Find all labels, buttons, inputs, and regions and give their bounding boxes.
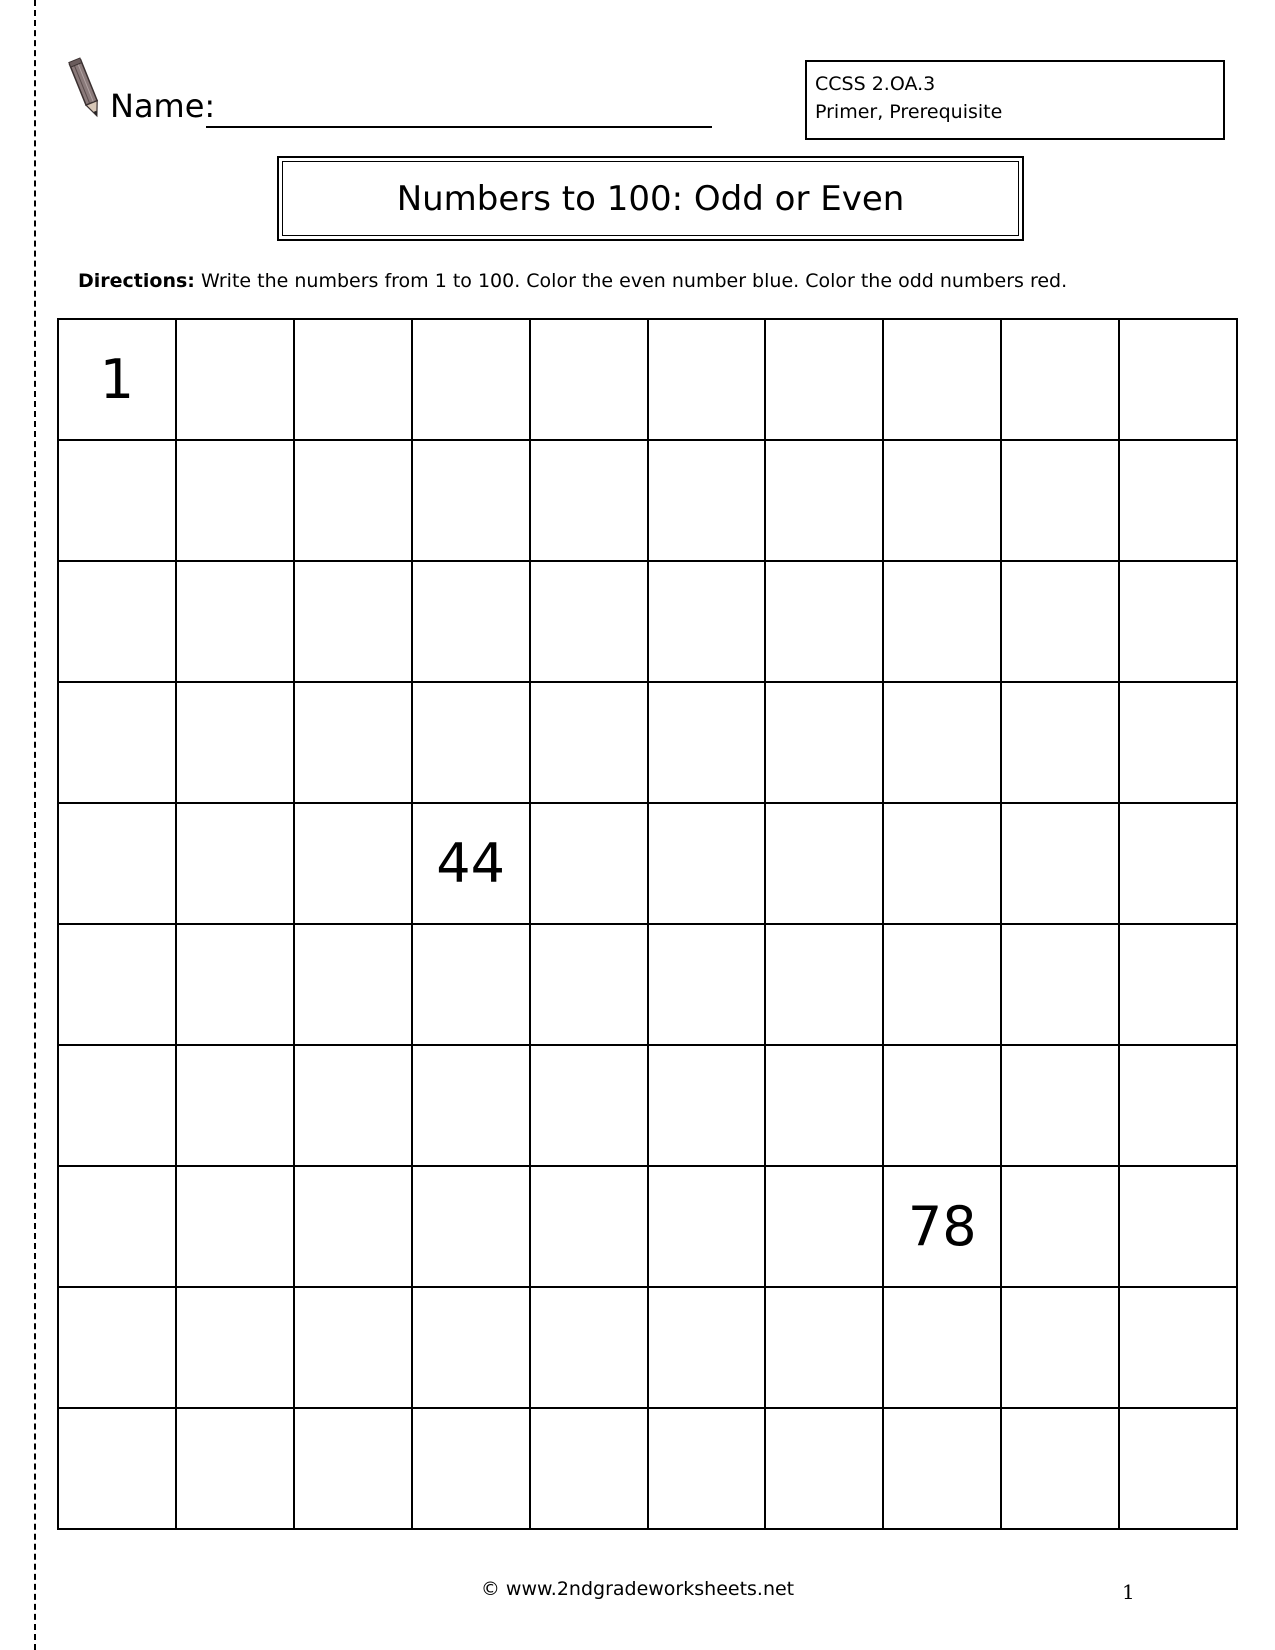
dashed-cut-line [34,0,36,1650]
grid-cell[interactable] [1002,804,1120,925]
grid-cell[interactable] [649,562,767,683]
grid-cell[interactable] [884,562,1002,683]
grid-cell[interactable] [177,925,295,1046]
grid-cell[interactable] [59,683,177,804]
grid-cell[interactable] [531,1046,649,1167]
standard-info-box [805,60,1225,140]
grid-cell[interactable] [1120,1288,1238,1409]
grid-cell[interactable]: 1 [59,320,177,441]
page-number: 1 [1122,1580,1135,1604]
grid-cell[interactable] [766,441,884,562]
grid-cell[interactable] [59,441,177,562]
grid-cell[interactable] [295,441,413,562]
grid-cell[interactable] [649,1167,767,1288]
grid-cell[interactable] [1120,925,1238,1046]
grid-cell[interactable] [1120,1409,1238,1530]
grid-cell[interactable] [1120,1046,1238,1167]
grid-cell[interactable] [177,1167,295,1288]
grid-cell[interactable] [295,804,413,925]
grid-cell[interactable] [531,683,649,804]
grid-cell[interactable] [1002,441,1120,562]
grid-cell[interactable] [177,1288,295,1409]
grid-cell[interactable] [884,1409,1002,1530]
grid-cell[interactable] [884,320,1002,441]
grid-cell[interactable] [884,925,1002,1046]
grid-cell[interactable] [295,562,413,683]
grid-cell[interactable]: 44 [413,804,531,925]
grid-cell[interactable] [413,1409,531,1530]
grid-cell[interactable] [649,804,767,925]
grid-cell[interactable] [884,804,1002,925]
grid-cell[interactable] [531,320,649,441]
directions [78,270,1067,292]
grid-cell[interactable] [1120,683,1238,804]
grid-cell[interactable] [413,441,531,562]
grid-cell[interactable] [1002,925,1120,1046]
grid-cell[interactable] [766,1288,884,1409]
grid-cell[interactable] [59,562,177,683]
grid-cell[interactable] [1002,1288,1120,1409]
grid-cell[interactable] [649,1046,767,1167]
number-grid [57,318,1238,1530]
directions-text: Write the numbers from 1 to 100. Color the even number blue. Color the odd numbers red. [200,270,1068,292]
pencil-icon [66,56,106,122]
grid-cell[interactable]: 78 [884,1167,1002,1288]
grid-cell[interactable] [1002,320,1120,441]
grid-cell[interactable] [1120,804,1238,925]
grid-cell[interactable] [295,683,413,804]
grid-cell[interactable] [177,1046,295,1167]
grid-cell[interactable] [766,562,884,683]
grid-cell[interactable] [295,320,413,441]
grid-cell[interactable] [59,1167,177,1288]
grid-cell[interactable] [766,804,884,925]
level-label: Primer, Prerequisite [815,101,1003,123]
grid-cell[interactable] [884,441,1002,562]
name-input-line[interactable] [206,126,712,128]
grid-cell[interactable] [884,1046,1002,1167]
grid-cell[interactable] [649,1409,767,1530]
grid-cell[interactable] [177,683,295,804]
grid-cell[interactable] [295,1046,413,1167]
grid-cell[interactable] [177,320,295,441]
grid-cell[interactable] [531,925,649,1046]
page-title: Numbers to 100: Odd or Even [282,161,1019,236]
grid-cell[interactable] [766,320,884,441]
grid-cell[interactable] [1002,1409,1120,1530]
grid-cell[interactable] [177,441,295,562]
standard-code: CCSS 2.OA.3 [815,73,936,95]
name-label: Name: [110,87,216,125]
grid-cell[interactable] [649,925,767,1046]
grid-cell[interactable] [413,320,531,441]
grid-cell[interactable] [1120,1167,1238,1288]
grid-cell[interactable] [884,1288,1002,1409]
grid-cell[interactable] [295,1409,413,1530]
grid-cell[interactable] [766,925,884,1046]
grid-cell[interactable] [766,1409,884,1530]
grid-cell[interactable] [531,441,649,562]
grid-cell[interactable] [649,1288,767,1409]
grid-cell[interactable] [59,1046,177,1167]
grid-cell[interactable] [884,683,1002,804]
grid-cell[interactable] [1002,683,1120,804]
grid-cell[interactable] [1002,562,1120,683]
grid-cell[interactable] [177,562,295,683]
grid-cell[interactable] [177,1409,295,1530]
grid-cell[interactable] [59,925,177,1046]
title-box [277,156,1024,241]
grid-cell[interactable] [295,925,413,1046]
grid-cell[interactable] [1002,1167,1120,1288]
grid-cell[interactable] [413,1046,531,1167]
grid-cell[interactable] [413,1288,531,1409]
grid-cell[interactable] [413,683,531,804]
grid-cell[interactable] [59,804,177,925]
grid-cell[interactable] [531,804,649,925]
grid-cell[interactable] [1002,1046,1120,1167]
grid-cell[interactable] [59,1409,177,1530]
grid-cell[interactable] [649,320,767,441]
grid-cell[interactable] [1120,562,1238,683]
grid-cell[interactable] [413,1167,531,1288]
grid-cell[interactable] [649,683,767,804]
grid-cell[interactable] [531,1409,649,1530]
grid-cell[interactable] [295,1167,413,1288]
grid-cell[interactable] [413,925,531,1046]
footer-copyright: © www.2ndgradeworksheets.net [480,1578,795,1600]
grid-cell[interactable] [531,1288,649,1409]
grid-cell[interactable] [1120,320,1238,441]
grid-cell[interactable] [531,562,649,683]
grid-cell[interactable] [413,562,531,683]
grid-cell[interactable] [1120,441,1238,562]
grid-cell[interactable] [59,1288,177,1409]
grid-cell[interactable] [766,1167,884,1288]
directions-label: Directions: [78,270,195,292]
grid-cell[interactable] [766,683,884,804]
grid-cell[interactable] [766,1046,884,1167]
grid-cell[interactable] [177,804,295,925]
grid-cell[interactable] [531,1167,649,1288]
grid-cell[interactable] [649,441,767,562]
grid-cell[interactable] [295,1288,413,1409]
